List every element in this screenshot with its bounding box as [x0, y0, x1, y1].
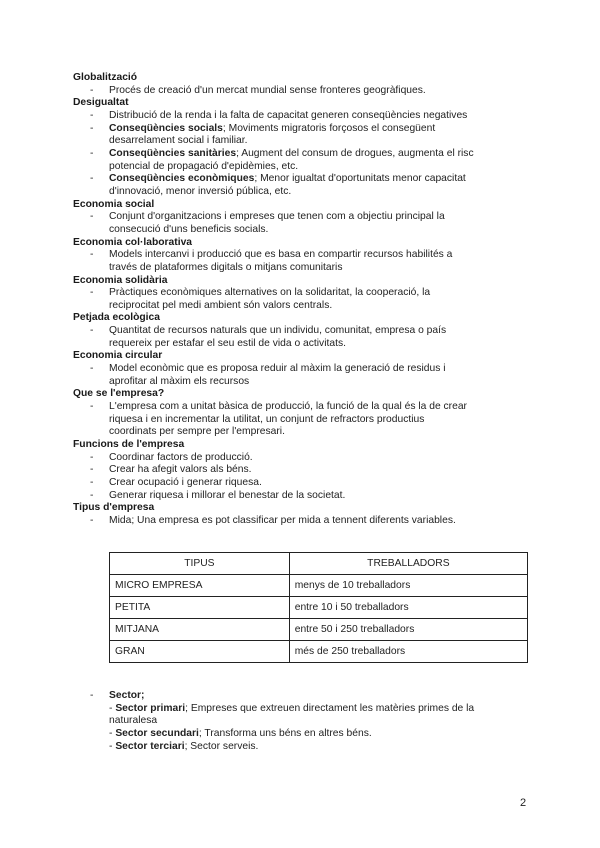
section-heading: Economia col·laborativa	[73, 236, 193, 248]
list-item	[73, 325, 533, 350]
item-line	[109, 186, 533, 199]
item-text: Mida; Una empresa es pot classificar per mida a tennent diferents variables.	[109, 514, 456, 526]
item-line	[109, 148, 533, 161]
item-line	[109, 85, 533, 98]
sector-line	[109, 728, 533, 741]
list-item	[73, 464, 533, 477]
item-text: Models intercanvi i producció que es basa en compartir recursos habilités a	[109, 249, 453, 261]
table-header-row	[110, 553, 528, 575]
list-item	[73, 173, 533, 198]
item-line	[109, 123, 533, 136]
item-line	[109, 490, 533, 503]
dash-bullet: -	[90, 401, 94, 413]
section-heading: Tipus d'empresa	[73, 502, 155, 514]
item-text: reciprocitat pel medi ambient són valors centrals.	[109, 299, 333, 311]
item-text: Model econòmic que es proposa reduir al màxim la generació de residus i	[109, 363, 446, 375]
item-text: Pràctiques econòmiques alternatives on la solidaritat, la cooperació, la	[109, 287, 431, 299]
section-heading: Globalització	[73, 72, 138, 83]
item-line	[109, 401, 533, 414]
item-line	[109, 363, 533, 376]
item-line	[109, 477, 533, 490]
dash-bullet: -	[90, 84, 94, 96]
list-item	[73, 110, 533, 123]
table-cell: més de 250 treballadors	[289, 641, 527, 663]
item-line	[109, 224, 533, 237]
sector-item	[73, 690, 533, 753]
item-line	[109, 249, 533, 262]
sub-dash: -	[109, 740, 113, 752]
list-item	[73, 249, 533, 274]
sector-list	[73, 690, 533, 753]
list-item	[73, 515, 533, 528]
table-header-cell: TIPUS	[110, 553, 290, 575]
item-line	[109, 300, 533, 313]
item-text: L'empresa com a unitat bàsica de producció, la funció de la qual és la de crear	[109, 401, 467, 413]
item-text: ; Moviments migratoris forçosos el consegüent	[222, 122, 436, 134]
item-bold-label: Conseqüències sanitàries	[109, 147, 237, 159]
list-item	[73, 490, 533, 503]
table-cell: MICRO EMPRESA	[110, 575, 290, 597]
dash-bullet: -	[90, 211, 94, 223]
list-item	[73, 211, 533, 236]
section-heading: Economia social	[73, 198, 155, 210]
table-cell: GRAN	[110, 641, 290, 663]
item-text: Crear ha afegit valors als béns.	[109, 464, 252, 476]
item-bold-label: Conseqüències econòmiques	[109, 173, 255, 185]
item-text: Distribució de la renda i la falta de capacitat generen conseqüències negatives	[109, 109, 468, 121]
sector-text: ; Empreses que extreuen directament les matèries primes de la	[185, 702, 475, 714]
table-cell: entre 10 i 50 treballadors	[289, 597, 527, 619]
company-size-table	[109, 552, 528, 663]
document-body	[73, 72, 533, 528]
item-bold-label: Conseqüències socials	[109, 122, 223, 134]
item-text: consecució d'uns beneficis socials.	[109, 223, 269, 235]
item-line	[109, 173, 533, 186]
list-item	[73, 452, 533, 465]
item-line	[109, 464, 533, 477]
dash-bullet: -	[90, 690, 94, 701]
dash-bullet: -	[90, 287, 94, 299]
item-line	[109, 325, 533, 338]
dash-bullet: -	[90, 173, 94, 185]
table-cell: menys de 10 treballadors	[289, 575, 527, 597]
table-row	[110, 641, 528, 663]
sector-line	[109, 703, 533, 716]
section-heading: Que se l'empresa?	[73, 388, 165, 400]
item-line	[109, 376, 533, 389]
sub-dash: -	[109, 702, 113, 714]
section-heading: Petjada ecològica	[73, 312, 160, 324]
sector-label: Sector;	[109, 690, 145, 701]
list-item	[73, 123, 533, 148]
sector-name: Sector primari	[115, 702, 186, 714]
item-line	[109, 515, 533, 528]
item-text: d'innovació, menor inversió pública, etc.	[109, 185, 292, 197]
item-text: ; Menor igualtat d'oportunitats menor capacitat	[254, 173, 466, 185]
sector-name: Sector terciari	[115, 740, 185, 752]
section-heading: Desigualtat	[73, 97, 129, 109]
item-text: potencial de propagació d'epidèmies, etc.	[109, 160, 299, 172]
item-text: Coordinar factors de producció.	[109, 451, 253, 463]
table-cell: MITJANA	[110, 619, 290, 641]
item-text: aprofitar al màxim els recursos	[109, 375, 250, 387]
item-text: requereix per estafar el seu estil de vida o activitats.	[109, 337, 346, 349]
sector-line	[109, 715, 533, 728]
item-line	[109, 161, 533, 174]
sector-text: naturalesa	[109, 715, 158, 727]
table-header-cell: TREBALLADORS	[289, 553, 527, 575]
item-line	[109, 135, 533, 148]
table-row	[110, 575, 528, 597]
dash-bullet: -	[90, 363, 94, 375]
dash-bullet: -	[90, 122, 94, 134]
list-item	[73, 363, 533, 388]
table-cell: PETITA	[110, 597, 290, 619]
section-heading: Economia solidària	[73, 274, 168, 286]
dash-bullet: -	[90, 464, 94, 476]
sector-line	[109, 741, 533, 754]
page-number: 2	[520, 797, 527, 809]
item-line	[109, 338, 533, 351]
table-cell: entre 50 i 250 treballadors	[289, 619, 527, 641]
dash-bullet: -	[90, 477, 94, 488]
item-text: Conjunt d'organitzacions i empreses que tenen com a objectiu principal la	[109, 211, 445, 223]
item-line	[109, 452, 533, 465]
item-text: desarrelament social i familiar.	[109, 135, 248, 147]
item-line	[109, 287, 533, 300]
dash-bullet: -	[90, 451, 94, 463]
item-text: través de plataformes digitals o mitjans comunitaris	[109, 261, 343, 273]
list-item	[73, 85, 533, 98]
list-item	[73, 287, 533, 312]
table-row	[110, 619, 528, 641]
sector-text: ; Transforma uns béns en altres béns.	[198, 727, 372, 739]
sector-name: Sector secundari	[115, 727, 199, 739]
dash-bullet: -	[90, 109, 94, 121]
item-text: Crear ocupació i generar riquesa.	[109, 477, 262, 488]
item-text: coordinats per sempre per l'empresari.	[109, 426, 285, 438]
item-line	[109, 426, 533, 439]
section-heading: Economia circular	[73, 350, 163, 362]
item-text: Quantitat de recursos naturals que un individu, comunitat, empresa o país	[109, 325, 447, 337]
item-line	[109, 211, 533, 224]
table-row	[110, 597, 528, 619]
item-line	[109, 110, 533, 123]
dash-bullet: -	[90, 325, 94, 337]
item-text: ; Augment del consum de drogues, augmenta el risc	[236, 147, 474, 159]
item-text: Generar riquesa i millorar el benestar de la societat.	[109, 489, 346, 501]
item-line	[109, 414, 533, 427]
list-item	[73, 401, 533, 439]
item-text: Procés de creació d'un mercat mundial sense fronteres geogràfiques.	[109, 84, 426, 96]
item-line	[109, 262, 533, 275]
item-text: riquesa i en incrementar la utilitat, un conjunt de refractors productius	[109, 413, 425, 425]
section-heading: Funcions de l'empresa	[73, 439, 185, 451]
dash-bullet: -	[90, 489, 94, 501]
list-item	[73, 148, 533, 173]
dash-bullet: -	[90, 249, 94, 261]
dash-bullet: -	[90, 147, 94, 159]
list-item	[73, 477, 533, 490]
sector-text: ; Sector serveis.	[184, 740, 259, 752]
dash-bullet: -	[90, 514, 94, 526]
sub-dash: -	[109, 727, 113, 739]
